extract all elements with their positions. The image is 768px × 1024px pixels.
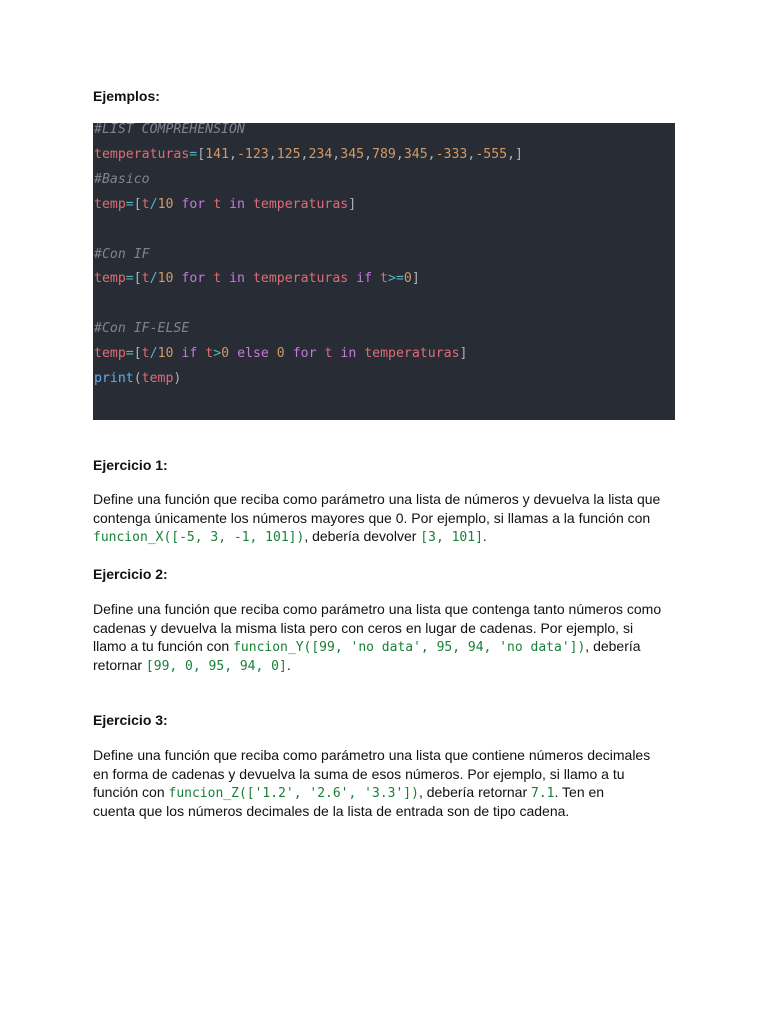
paragraph-text: función con (93, 784, 169, 800)
code-line-if (94, 269, 420, 289)
code-punctuation: , (507, 147, 516, 162)
paragraph-text: contenga únicamente los números mayores que 0. Por ejemplo, si llamas a la función con (93, 509, 651, 526)
exercise-1-heading: Ejercicio 1: (93, 457, 168, 473)
paragraph-line (93, 527, 683, 546)
code-variable: t (324, 346, 333, 361)
paragraph-text: llamo a tu función con (93, 638, 234, 654)
inline-code: 7.1 (531, 786, 555, 801)
code-var-temperaturas: temperaturas (94, 147, 190, 162)
inline-code: funcion_Y([99, 'no data', 95, 94, 'no data']) (233, 640, 586, 655)
inline-code: funcion_X([-5, 3, -1, 101]) (93, 530, 305, 545)
code-punctuation: , (467, 147, 476, 162)
code-number: 10 (157, 346, 174, 361)
code-variable: temperaturas (364, 346, 460, 361)
code-punctuation: ] (348, 197, 357, 212)
paragraph-text: retornar (93, 656, 146, 673)
code-punctuation (245, 197, 253, 212)
paragraph-text: . Ten en (554, 784, 605, 800)
code-line-print (94, 369, 181, 389)
code-number: 125 (276, 147, 301, 162)
code-punctuation: [ (197, 147, 206, 162)
code-variable: t (141, 197, 150, 212)
code-variable: temperaturas (252, 197, 349, 212)
inline-code: funcion_Z(['1.2', '2.6', '3.3']) (168, 786, 419, 801)
code-punctuation: , (427, 147, 436, 162)
code-comment-con-if-else: #Con IF-ELSE (94, 321, 190, 336)
code-variable: t (141, 271, 150, 286)
inline-code: [3, 101] (420, 530, 483, 545)
code-variable: temp (94, 197, 126, 212)
code-punctuation (348, 271, 356, 286)
paragraph-text: , debería devolver (304, 528, 421, 544)
code-punctuation (269, 346, 277, 361)
code-variable: t (205, 346, 214, 361)
code-punctuation (221, 197, 229, 212)
inline-code: [99, 0, 95, 94, 0] (145, 658, 287, 674)
code-keyword: else (237, 346, 269, 361)
code-keyword: in (229, 271, 245, 286)
code-variable: t (213, 271, 222, 286)
code-keyword: if (356, 271, 373, 286)
code-variable: temp (141, 371, 174, 386)
paragraph-text: cadenas y devuelva la misma lista pero con ceros en lugar de cadenas. Por ejemplo, si (93, 619, 634, 636)
exercise-2-heading: Ejercicio 2: (93, 566, 168, 582)
code-operator: = (125, 271, 134, 286)
code-number: 0 (221, 346, 230, 361)
code-punctuation (205, 197, 213, 212)
paragraph-text: Define una función que reciba como parámetro una lista de números y devuelva la lista que (93, 491, 661, 507)
code-number: 789 (372, 147, 396, 162)
code-operator: = (125, 197, 134, 212)
paragraph-text: . (482, 528, 487, 544)
code-number: 0 (403, 271, 412, 286)
code-function: print (94, 371, 134, 386)
paragraph-text: en forma de cadenas y devuelva la suma de esos números. Por ejemplo, si llamo a tu (93, 765, 625, 782)
paragraph-line (93, 656, 683, 675)
code-number: 234 (308, 147, 333, 162)
code-block (93, 123, 675, 420)
examples-heading: Ejemplos: (93, 88, 160, 104)
exercise-3-text (93, 746, 683, 820)
code-variable: temp (94, 346, 126, 361)
code-punctuation (245, 271, 253, 286)
code-punctuation: [ (133, 271, 142, 286)
code-number: 345 (403, 147, 428, 162)
code-list-literal (197, 147, 523, 162)
paragraph-text: Define una función que reciba como parámetro una lista que contenga tanto números como (93, 601, 662, 617)
code-variable: t (141, 346, 150, 361)
paragraph-text: . (286, 656, 291, 673)
code-operator: / (149, 197, 158, 212)
paragraph-line (93, 783, 683, 802)
paragraph-line (93, 802, 683, 821)
code-keyword: in (340, 346, 357, 361)
code-punctuation: [ (133, 346, 142, 361)
paragraph-line (93, 746, 683, 765)
code-operator: / (149, 271, 158, 286)
paragraph-text: cuenta que los números decimales de la lista de entrada son de tipo cadena. (93, 802, 570, 819)
code-keyword: for (181, 271, 206, 286)
code-operator: >= (387, 271, 404, 286)
code-punctuation: ( (133, 371, 142, 386)
code-operator: / (149, 346, 158, 361)
code-number: 0 (276, 346, 285, 361)
code-punctuation (221, 271, 229, 286)
code-punctuation: ) (173, 371, 182, 386)
code-keyword: if (181, 346, 198, 361)
code-punctuation: ] (459, 346, 468, 361)
code-punctuation: , (364, 147, 373, 162)
code-punctuation (229, 346, 237, 361)
code-punctuation (205, 271, 213, 286)
paragraph-line (93, 637, 683, 656)
paragraph-line (93, 619, 683, 638)
code-keyword: for (181, 197, 206, 212)
code-number: -555 (475, 147, 508, 162)
paragraph-line (93, 490, 683, 509)
code-comment-list-comprehension: #LIST COMPREHENSION (94, 122, 245, 137)
code-operator: = (125, 346, 134, 361)
code-keyword: in (229, 197, 245, 212)
code-operator: > (213, 346, 222, 361)
code-variable: temperaturas (252, 271, 349, 286)
code-punctuation (372, 271, 380, 286)
code-punctuation: , (300, 147, 309, 162)
code-punctuation: , (395, 147, 404, 162)
paragraph-text: Define una función que reciba como parámetro una lista que contiene números decimales (93, 747, 651, 763)
code-number: 345 (340, 147, 365, 162)
paragraph-line (93, 509, 683, 528)
code-comment-con-if: #Con IF (94, 247, 150, 262)
code-line-temperaturas (94, 145, 523, 165)
code-punctuation: , (268, 147, 277, 162)
exercise-3-heading: Ejercicio 3: (93, 712, 168, 728)
code-number: -333 (435, 147, 468, 162)
code-number: -123 (236, 147, 269, 162)
code-punctuation: [ (133, 197, 142, 212)
code-operator: = (189, 147, 198, 162)
code-number: 141 (205, 147, 230, 162)
code-number: 10 (157, 271, 174, 286)
code-punctuation: , (229, 147, 237, 162)
code-punctuation: , (332, 147, 341, 162)
paragraph-line (93, 765, 683, 784)
code-variable: t (380, 271, 388, 286)
code-variable: t (213, 197, 222, 212)
code-punctuation: ] (411, 271, 420, 286)
code-punctuation: ] (515, 147, 523, 162)
code-comment-basico: #Basico (94, 172, 150, 187)
code-variable: temp (94, 271, 126, 286)
code-line-basic (94, 195, 356, 215)
code-punctuation (285, 346, 293, 361)
code-line-if-else (94, 344, 467, 364)
paragraph-text: , debería (585, 638, 641, 654)
paragraph-line (93, 600, 683, 619)
code-keyword: for (292, 346, 317, 361)
exercise-1-text (93, 490, 683, 546)
code-number: 10 (157, 197, 174, 212)
paragraph-text: , debería retornar (418, 784, 532, 800)
exercise-2-text (93, 600, 683, 674)
